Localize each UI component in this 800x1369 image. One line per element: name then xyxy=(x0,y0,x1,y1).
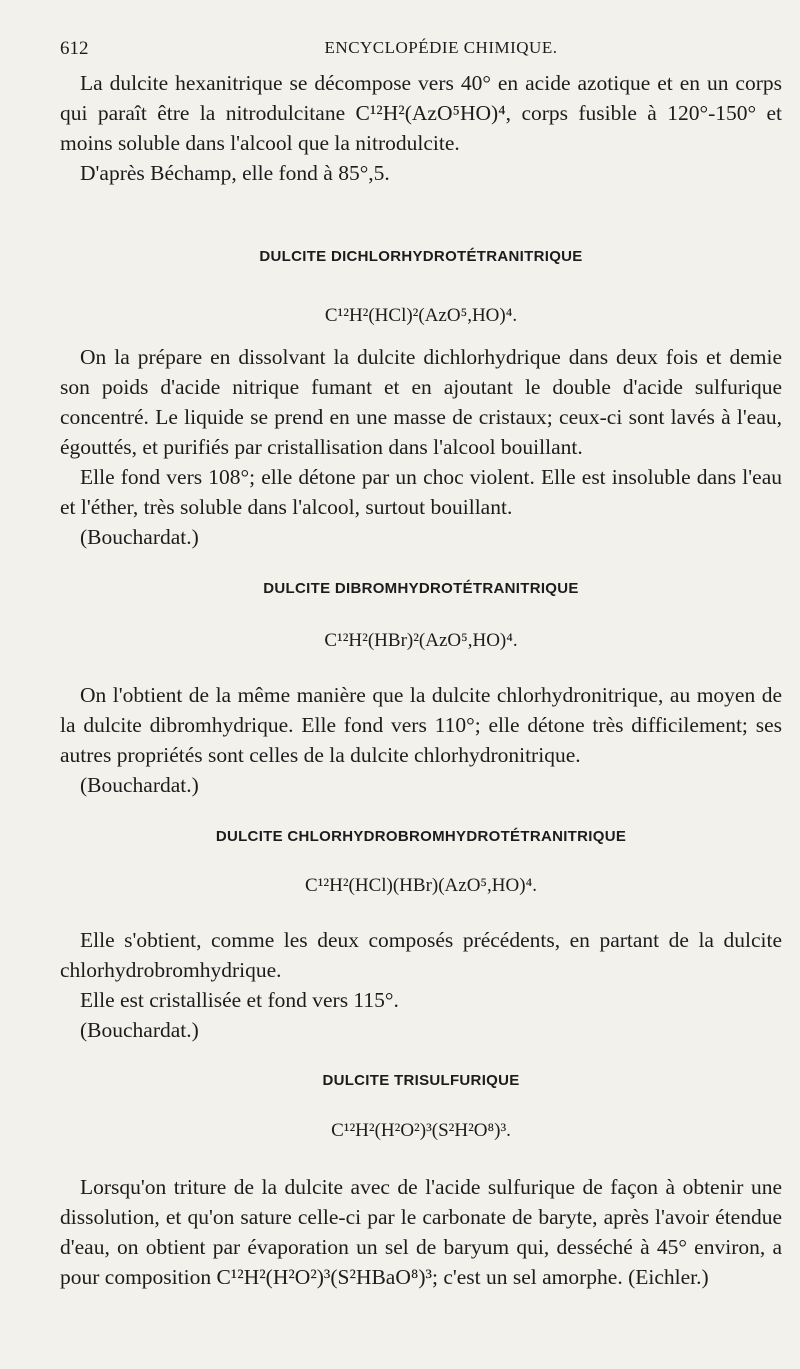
section-paragraph: On la prépare en dissolvant la dulcite dichlorhydrique dans deux fois et demie son poids d'acide nitrique fumant et en ajoutant le double d'acide sulfurique concentré. Le liquide se prend en une masse de cristaux; ceux-ci sont lavés à l'eau, égouttés, et purifiés par cristallisation dans l'alcool bouillant. xyxy=(60,345,782,459)
section-heading: DULCITE DIBROMHYDROTÉTRANITRIQUE xyxy=(263,580,579,597)
chemical-formula: C¹²H²(HCl)(HBr)(AzO⁵,HO)⁴. xyxy=(305,875,537,896)
chemical-formula: C¹²H²(HBr)²(AzO⁵,HO)⁴. xyxy=(324,630,518,651)
chemical-formula: C¹²H²(HCl)²(AzO⁵,HO)⁴. xyxy=(324,305,518,326)
section-paragraph: (Bouchardat.) xyxy=(80,525,199,549)
section-paragraph: Elle s'obtient, comme les deux composés précédents, en partant de la dulcite chlorhydrobromhydrique. xyxy=(60,928,782,982)
section-text xyxy=(60,342,782,552)
section-heading: DULCITE TRISULFURIQUE xyxy=(322,1072,520,1089)
section-paragraph: (Bouchardat.) xyxy=(80,1018,199,1042)
section-text xyxy=(60,925,782,1045)
running-title: ENCYCLOPÉDIE CHIMIQUE. xyxy=(324,38,558,57)
intro-text xyxy=(60,68,782,188)
section-paragraph: On l'obtient de la même manière que la dulcite chlorhydronitrique, au moyen de la dulcite dibromhydrique. Elle fond vers 110°; elle détone très difficilement; ses autres propriétés sont celles de la dulcite chlorhydronitrique. xyxy=(60,683,782,767)
section-heading: DULCITE DICHLORHYDROTÉTRANITRIQUE xyxy=(259,248,583,265)
section-paragraph: Elle est cristallisée et fond vers 115°. xyxy=(80,988,399,1012)
section-text xyxy=(60,680,782,800)
page-number: 612 xyxy=(60,38,89,59)
page-header xyxy=(60,38,782,62)
intro-paragraph: La dulcite hexanitrique se décompose vers 40° en acide azotique et en un corps qui paraît être la nitrodulcitane C¹²H²(AzO⁵HO)⁴, corps fusible à 120°-150° et moins soluble dans l'alcool que la nitrodulcite. xyxy=(60,71,782,155)
section-paragraph: (Bouchardat.) xyxy=(80,773,199,797)
section-text xyxy=(60,1172,782,1292)
chemical-formula: C¹²H²(H²O²)³(S²H²O⁸)³. xyxy=(331,1120,511,1141)
section-heading: DULCITE CHLORHYDROBROMHYDROTÉTRANITRIQUE xyxy=(215,828,627,845)
intro-paragraph: D'après Béchamp, elle fond à 85°,5. xyxy=(80,161,390,185)
section-paragraph: Elle fond vers 108°; elle détone par un choc violent. Elle est insoluble dans l'eau et l'éther, très soluble dans l'alcool, surtout bouillant. xyxy=(60,465,782,519)
section-paragraph: Lorsqu'on triture de la dulcite avec de l'acide sulfurique de façon à obtenir une dissolution, et qu'on sature celle-ci par le carbonate de baryte, après l'avoir étendue d'eau, on obtient par évaporation un sel de baryum qui, desséché à 45° environ, a pour composition C¹²H²(H²O²)³(S²HBaO⁸)³; c'est un sel amorphe. (Eichler.) xyxy=(60,1175,782,1289)
